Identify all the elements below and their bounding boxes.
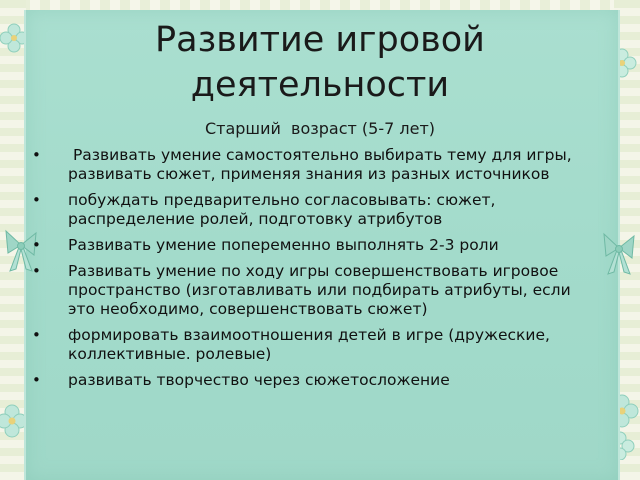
bullet-icon: • — [32, 236, 41, 254]
bullet-icon: • — [32, 371, 41, 389]
list-item-text: формировать взаимоотношения детей в игре (дружеские, коллективные. ролевые) — [68, 326, 555, 363]
list-item-text: развивать творчество через сюжетосложение — [68, 371, 450, 389]
list-item-text: Развивать умение попеременно выполнять 2-3 роли — [68, 236, 499, 254]
list-item — [32, 371, 597, 390]
list-item-text: Развивать умение по ходу игры совершенствовать игровое пространство (изготавливать или подбирать атрибуты, если это необходимо, совершенствовать сюжет) — [68, 262, 576, 318]
list-item — [32, 262, 597, 319]
list-item — [32, 236, 597, 255]
list-item — [32, 326, 597, 364]
ribbon-bow-icon — [602, 228, 636, 276]
slide-title: Развитие игровой деятельности — [155, 20, 485, 105]
bullet-icon: • — [32, 191, 41, 209]
list-item-text: побуждать предварительно согласовывать: сюжет, распределение ролей, подготовку атрибутов — [68, 191, 501, 228]
list-item — [32, 146, 597, 184]
list-item — [32, 191, 597, 229]
slide-subtitle: Старший возраст (5-7 лет) — [204, 119, 436, 138]
bullet-icon: • — [32, 262, 41, 280]
bullet-icon: • — [32, 146, 41, 164]
list-item-text: Развивать умение самостоятельно выбирать тему для игры, развивать сюжет, применяя знания из разных источников — [68, 146, 577, 183]
bullet-list — [32, 146, 597, 397]
bullet-icon: • — [32, 326, 41, 344]
